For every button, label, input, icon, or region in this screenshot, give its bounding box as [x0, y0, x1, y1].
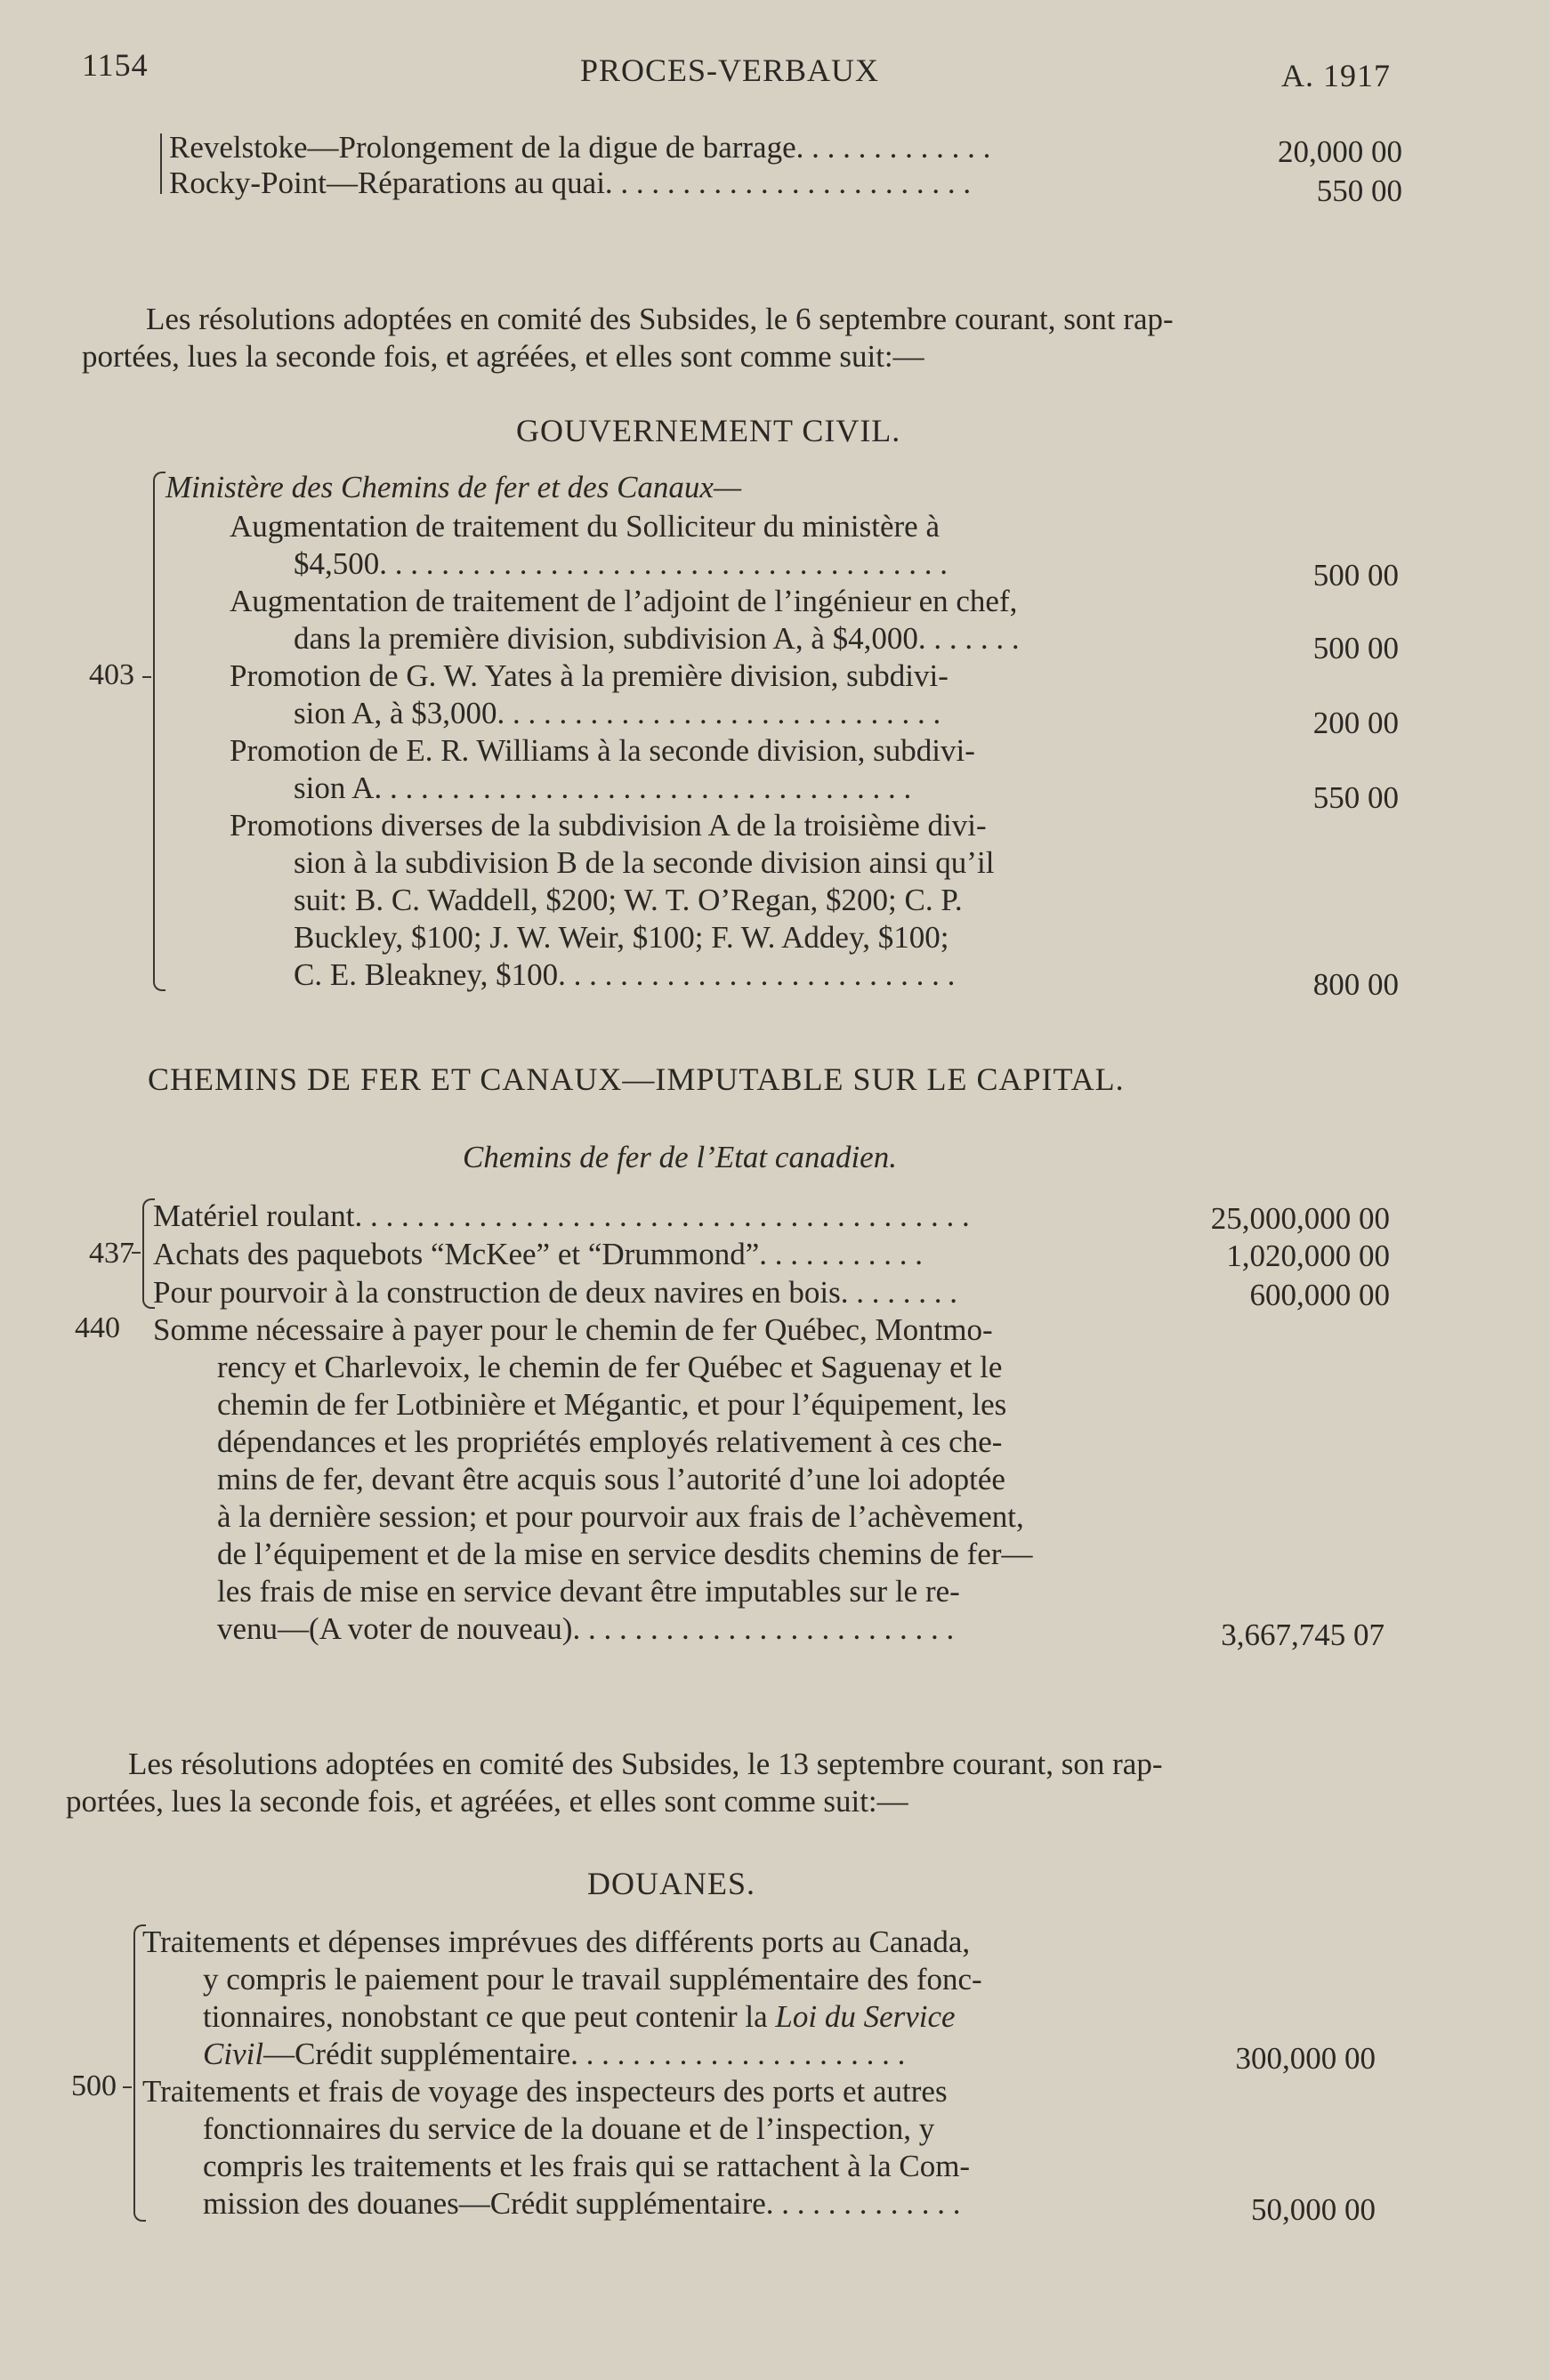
item-440-line: les frais de mise en service devant être imputables sur le re-: [217, 1574, 960, 1609]
gov-line: $4,500. . . . . . . . . . . . . . . . . . . . . . . . . . . . . . . . . . . . .: [294, 546, 948, 581]
section-heading-douanes: DOUANES.: [587, 1866, 756, 1901]
gov-line: sion à la subdivision B de la seconde division ainsi qu’il: [294, 845, 995, 880]
gov-amount: 500 00: [1312, 558, 1399, 593]
item-440-line: dépendances et les propriétés employés relativement à ces che-: [217, 1424, 1003, 1459]
douanes-line-text: tionnaires, nonobstant ce que peut contenir la: [203, 1999, 776, 2034]
gov-ministry-title: Ministère des Chemins de fer et des Canaux—: [165, 470, 742, 504]
page-number: 1154: [82, 47, 149, 83]
douanes-line: Traitements et dépenses imprévues des différents ports au Canada,: [142, 1924, 971, 1959]
gov-line: Buckley, $100; J. W. Weir, $100; F. W. Addey, $100;: [294, 920, 949, 955]
douanes-line: [203, 1998, 956, 2035]
railways-item-amount: 25,000,000 00: [1210, 1201, 1390, 1236]
gov-line: Promotion de E. R. Williams à la seconde division, subdivi-: [230, 733, 975, 768]
item-440-line: de l’équipement et de la mise en service desdits chemins de fer—: [217, 1537, 1033, 1571]
douanes-line: y compris le paiement pour le travail supplémentaire des fonc-: [203, 1962, 982, 1997]
douanes-line: compris les traitements et les frais qui se rattachent à la Com-: [203, 2149, 971, 2183]
douanes-amount: 300,000 00: [1235, 2041, 1376, 2076]
gov-amount: 550 00: [1312, 780, 1399, 815]
top-item-revelstoke-amount: 20,000 00: [1278, 134, 1402, 169]
item-440-line: chemin de fer Lotbinière et Mégantic, et pour l’équipement, les: [217, 1387, 1007, 1422]
douanes-line: mission des douanes—Crédit supplémentaire. . . . . . . . . . . . .: [203, 2186, 961, 2221]
douanes-item-number: 500: [71, 2069, 117, 2102]
paragraph-resolutions-1-line1: Les résolutions adoptées en comité des Subsides, le 6 septembre courant, sont rap-: [146, 302, 1174, 336]
gov-item-number: 403: [89, 658, 134, 691]
railways-item: Pour pourvoir à la construction de deux navires en bois. . . . . . . .: [153, 1275, 957, 1310]
douanes-line: [203, 2036, 905, 2072]
railways-item-amount: 1,020,000 00: [1226, 1238, 1390, 1273]
douanes-line-text: —Crédit supplémentaire. . . . . . . . . . . . . . . . . . . . . .: [263, 2037, 906, 2071]
gov-line: dans la première division, subdivision A, à $4,000. . . . . . .: [294, 621, 1020, 656]
gov-line: C. E. Bleakney, $100. . . . . . . . . . . . . . . . . . . . . . . . . .: [294, 957, 956, 992]
gov-line: Augmentation de traitement du Solliciteur du ministère à: [230, 509, 940, 544]
gov-amount: 500 00: [1312, 631, 1399, 666]
paragraph-resolutions-2-line2: portées, lues la seconde fois, et agréées, et elles sont comme suit:—: [66, 1784, 908, 1819]
railways-item-amount: 600,000 00: [1249, 1278, 1390, 1312]
gov-line: suit: B. C. Waddell, $200; W. T. O’Regan, $200; C. P.: [294, 883, 963, 917]
douanes-line-italic: Loi du Service: [775, 1999, 956, 2034]
item-440-line: venu—(A voter de nouveau). . . . . . . . . . . . . . . . . . . . . . . . .: [217, 1611, 955, 1646]
paragraph-resolutions-2-line1: Les résolutions adoptées en comité des Subsides, le 13 septembre courant, son rap-: [128, 1747, 1163, 1781]
gov-line: sion A, à $3,000. . . . . . . . . . . . . . . . . . . . . . . . . . . . .: [294, 696, 941, 730]
gov-line: sion A. . . . . . . . . . . . . . . . . . . . . . . . . . . . . . . . . . .: [294, 770, 912, 805]
item-440-amount: 3,667,745 07: [1221, 1618, 1385, 1652]
douanes-amount: 50,000 00: [1251, 2192, 1376, 2227]
section-heading-gouvernement-civil: GOUVERNEMENT CIVIL.: [516, 413, 901, 448]
item-440-line: Somme nécessaire à payer pour le chemin de fer Québec, Montmo-: [153, 1312, 993, 1347]
gov-line: Augmentation de traitement de l’adjoint de l’ingénieur en chef,: [230, 584, 1018, 618]
top-items-bracket: [160, 133, 162, 194]
page-title: PROCES-VERBAUX: [580, 52, 880, 88]
railways-item: Matériel roulant. . . . . . . . . . . . . . . . . . . . . . . . . . . . . . . . . . . . . . . .: [153, 1198, 970, 1233]
douanes-bracket-tip: [123, 2086, 132, 2088]
item-440-line: mins de fer, devant être acquis sous l’autorité d’une loi adoptée: [217, 1462, 1005, 1497]
railways-item: Achats des paquebots “McKee” et “Drummond”. . . . . . . . . . .: [153, 1237, 924, 1271]
item-440-line: à la dernière session; et pour pourvoir aux frais de l’achèvement,: [217, 1499, 1024, 1534]
gov-amount: 800 00: [1312, 967, 1399, 1002]
railways-item-number: 437: [89, 1237, 134, 1270]
gov-bracket-tip: [142, 676, 151, 678]
top-item-revelstoke: Revelstoke—Prolongement de la digue de barrage. . . . . . . . . . . . .: [169, 130, 991, 165]
douanes-line: fonctionnaires du service de la douane et de l’inspection, y: [203, 2111, 935, 2146]
douanes-line: Traitements et frais de voyage des inspecteurs des ports et autres: [142, 2074, 948, 2109]
gov-line: Promotion de G. W. Yates à la première division, subdivi-: [230, 658, 949, 693]
item-440-line: rency et Charlevoix, le chemin de fer Québec et Saguenay et le: [217, 1350, 1003, 1384]
douanes-line-italic: Civil: [203, 2037, 264, 2071]
section-heading-chemins-de-fer: CHEMINS DE FER ET CANAUX—IMPUTABLE SUR LE CAPITAL.: [148, 1061, 1125, 1097]
paragraph-resolutions-1-line2: portées, lues la seconde fois, et agréées, et elles sont comme suit:—: [82, 339, 924, 374]
page-year: A. 1917: [1281, 58, 1391, 93]
gov-amount: 200 00: [1312, 706, 1399, 740]
gov-line: Promotions diverses de la subdivision A de la troisième divi-: [230, 808, 987, 843]
gov-bracket: [153, 472, 165, 991]
item-440-number: 440: [75, 1311, 120, 1344]
section-subheading-chemins-etat: Chemins de fer de l’Etat canadien.: [463, 1140, 897, 1174]
top-item-rocky-point: Rocky-Point—Réparations au quai. . . . . . . . . . . . . . . . . . . . . . . .: [169, 165, 972, 200]
top-item-rocky-point-amount: 550 00: [1316, 173, 1402, 208]
